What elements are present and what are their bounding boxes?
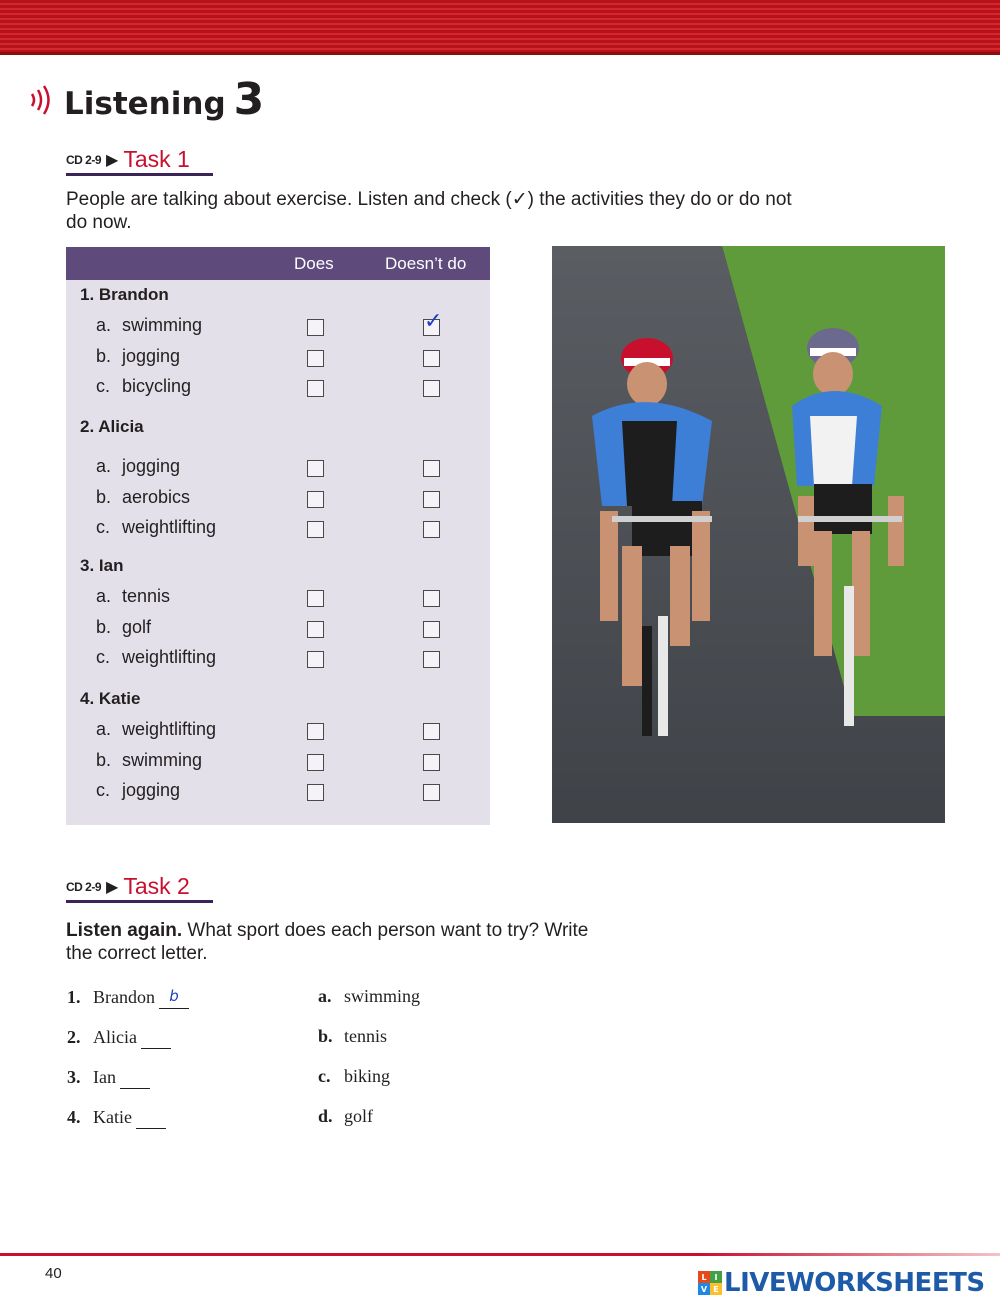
task1-underline [66, 173, 213, 176]
activity-label: jogging [122, 780, 181, 800]
does-checkbox[interactable] [307, 491, 324, 508]
answer-text [133, 1067, 138, 1085]
activity-row [96, 586, 170, 607]
task2-cd-label: CD 2-9 [66, 879, 102, 894]
doesnt-do-checkbox[interactable] [423, 350, 440, 367]
activity-letter: c. [96, 376, 111, 396]
activity-label: weightlifting [122, 517, 217, 537]
activity-letter: c. [96, 647, 111, 667]
doesnt-do-checkbox[interactable] [423, 723, 440, 740]
does-checkbox[interactable] [307, 460, 324, 477]
match-option-letter: c. [318, 1066, 331, 1086]
does-checkbox[interactable] [307, 723, 324, 740]
activity-table [66, 247, 490, 825]
answer-text: b [169, 987, 179, 1005]
activity-letter: c. [96, 517, 111, 537]
activity-row [96, 719, 216, 740]
activity-letter: a. [96, 315, 112, 335]
does-checkbox[interactable] [307, 380, 324, 397]
brand-watermark [698, 1268, 985, 1298]
does-checkbox[interactable] [307, 590, 324, 607]
match-item-name: Alicia [93, 1027, 137, 1047]
answer-blank[interactable] [159, 987, 189, 1009]
activity-label: aerobics [122, 487, 191, 507]
task2-instruction [66, 919, 606, 965]
section-number: 3 [233, 74, 265, 125]
task1-heading [66, 146, 190, 173]
activity-label: swimming [122, 315, 203, 335]
match-option-label: golf [344, 1106, 373, 1126]
activity-row [96, 376, 191, 397]
activity-row [96, 517, 216, 538]
person-name: 1. Brandon [80, 285, 169, 304]
does-checkbox[interactable] [307, 754, 324, 771]
column-doesnt-do: Doesn’t do [385, 254, 467, 273]
does-checkbox[interactable] [307, 784, 324, 801]
match-option [318, 1026, 387, 1047]
match-option [318, 1066, 390, 1087]
task2-title: Task 2 [123, 873, 190, 899]
activity-letter: c. [96, 780, 111, 800]
column-does: Does [294, 254, 334, 273]
does-checkbox[interactable] [307, 651, 324, 668]
person-name: 2. Alicia [80, 417, 144, 436]
bottom-rule [0, 1253, 1000, 1256]
doesnt-do-checkbox[interactable] [423, 521, 440, 538]
task2-instruction-rest: What sport does each person want to try? Write the correct letter. [66, 920, 589, 964]
doesnt-do-checkbox[interactable] [423, 651, 440, 668]
answer-text [149, 1107, 154, 1125]
activity-label: weightlifting [122, 647, 217, 667]
match-item-number: 1. [67, 987, 81, 1007]
match-item-name: Ian [93, 1067, 116, 1087]
doesnt-do-checkbox[interactable] [423, 380, 440, 397]
section-word: Listening [64, 86, 226, 122]
match-item [67, 1067, 150, 1089]
activity-row [96, 487, 190, 508]
does-checkbox[interactable] [307, 521, 324, 538]
page-number: 40 [45, 1265, 62, 1282]
person-name: 3. Ian [80, 556, 124, 575]
doesnt-do-checkbox[interactable] [423, 621, 440, 638]
doesnt-do-checkbox[interactable] [423, 491, 440, 508]
activity-letter: a. [96, 586, 112, 606]
match-option-letter: a. [318, 986, 332, 1006]
table-header [66, 247, 490, 280]
match-option [318, 986, 420, 1007]
match-item [67, 1107, 166, 1129]
activity-row [96, 750, 202, 771]
answer-text [154, 1027, 159, 1045]
match-option-letter: d. [318, 1106, 333, 1126]
match-item-name: Brandon [93, 987, 155, 1007]
activity-letter: b. [96, 346, 112, 366]
match-item-number: 2. [67, 1027, 81, 1047]
activity-row [96, 346, 180, 367]
activity-label: weightlifting [122, 719, 217, 739]
activity-row [96, 456, 180, 477]
activity-letter: b. [96, 617, 112, 637]
task1-cd-label: CD 2-9 [66, 152, 102, 167]
activity-letter: a. [96, 456, 112, 476]
task2-underline [66, 900, 213, 903]
doesnt-do-checkbox[interactable] [423, 784, 440, 801]
task2-instruction-bold: Listen again. [66, 920, 183, 941]
answer-blank[interactable] [136, 1107, 166, 1129]
activity-label: tennis [122, 586, 171, 606]
does-checkbox[interactable] [307, 621, 324, 638]
activity-label: golf [122, 617, 152, 637]
task1-title: Task 1 [123, 146, 190, 172]
doesnt-do-checkbox[interactable] [423, 754, 440, 771]
activity-letter: a. [96, 719, 112, 739]
activity-row [96, 315, 202, 336]
activity-letter: b. [96, 750, 112, 770]
match-item-number: 4. [67, 1107, 81, 1127]
section-title [28, 74, 264, 125]
match-item-number: 3. [67, 1067, 81, 1087]
play-triangle-icon: ▶ [106, 877, 119, 896]
audio-waves-icon [28, 82, 58, 118]
does-checkbox[interactable] [307, 350, 324, 367]
person-name: 4. Katie [80, 689, 141, 708]
match-option-letter: b. [318, 1026, 333, 1046]
task1-instruction: People are talking about exercise. Listen and check (✓) the activities they do or do not do now. [66, 189, 792, 233]
play-triangle-icon: ▶ [106, 150, 119, 169]
match-item-name: Katie [93, 1107, 132, 1127]
check-mark-icon: ✓ [424, 309, 443, 334]
activity-label: swimming [122, 750, 203, 770]
match-option-label: swimming [344, 986, 421, 1006]
match-item [67, 987, 189, 1009]
top-decorative-band [0, 0, 1000, 52]
does-checkbox[interactable] [307, 319, 324, 336]
brand-logo-icon: L I V E [698, 1271, 722, 1295]
match-option-label: biking [344, 1066, 391, 1086]
doesnt-do-checkbox[interactable] [423, 590, 440, 607]
match-item [67, 1027, 171, 1049]
match-option [318, 1106, 373, 1127]
task2-heading [66, 873, 190, 900]
activity-label: jogging [122, 456, 181, 476]
activity-label: bicycling [122, 376, 192, 396]
activity-label: jogging [122, 346, 181, 366]
activity-row [96, 617, 151, 638]
answer-blank[interactable] [120, 1067, 150, 1089]
activity-row [96, 780, 180, 801]
activity-letter: b. [96, 487, 112, 507]
activity-row [96, 647, 216, 668]
match-option-label: tennis [344, 1026, 387, 1046]
answer-blank[interactable] [141, 1027, 171, 1049]
doesnt-do-checkbox[interactable] [423, 460, 440, 477]
brand-name: LIVEWORKSHEETS [724, 1268, 985, 1298]
cyclists-photo [552, 246, 945, 823]
